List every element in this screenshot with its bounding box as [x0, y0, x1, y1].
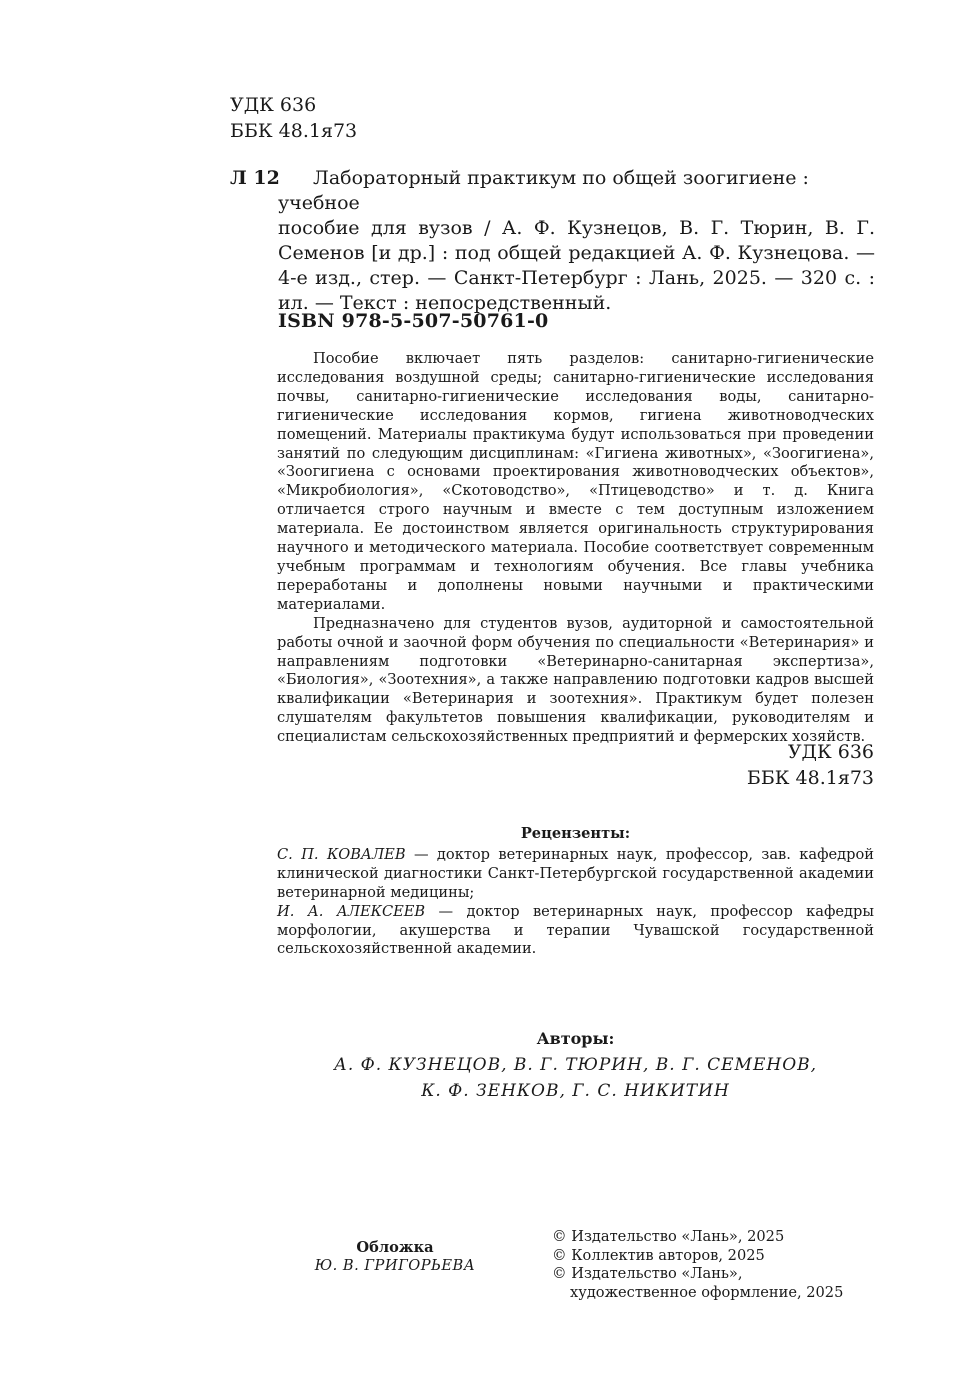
copyright-line: © Издательство «Лань»,: [552, 1265, 743, 1282]
copyright-line: © Издательство «Лань», 2025: [552, 1228, 785, 1245]
entry-description: пособие для вузов / А. Ф. Кузнецов, В. Г. Тюрин, В. Г. Семенов [и др.] : под общей редакцией А. Ф. Кузнецова. — 4-е изд., стер. — Санкт-Петербург : Лань, 2025. — 320 с. : ил. — Текст : непосредственный.: [278, 217, 875, 314]
reviewers-block: [277, 825, 874, 959]
udk-code: УДК 636: [787, 741, 874, 763]
authors-block: [277, 1026, 874, 1104]
entry-title-line: Лабораторный практикум по общей зоогигиене : учебное: [278, 167, 809, 214]
copyright-block: [552, 1228, 843, 1302]
isbn: ISBN 978-5-507-50761-0: [278, 310, 549, 332]
authors-heading: Авторы:: [536, 1029, 615, 1048]
bbk-code: ББК 48.1я73: [230, 120, 358, 142]
annotation: [277, 350, 874, 747]
author-mark: Л 12: [230, 167, 280, 189]
copyright-line: художественное оформление, 2025: [570, 1283, 844, 1301]
classification-top: [230, 92, 357, 144]
reviewer-name: С. П. КОВАЛЕВ: [277, 845, 406, 863]
copyright-line: © Коллектив авторов, 2025: [552, 1246, 765, 1264]
udk-code: УДК 636: [230, 94, 317, 116]
reviewer-1: С. П. КОВАЛЕВ — доктор ветеринарных наук, профессор, зав. кафедрой клинической диагностики Санкт-Петербургской государственной академии ветеринарной медицины;: [277, 845, 874, 901]
authors-line: А. Ф. КУЗНЕЦОВ, В. Г. ТЮРИН, В. Г. СЕМЕНОВ,: [333, 1055, 818, 1075]
bbk-code: ББК 48.1я73: [746, 767, 874, 789]
classification-bottom: [747, 739, 874, 791]
bibliographic-entry: [230, 166, 875, 316]
cover-credit: [305, 1239, 485, 1275]
annotation-paragraph: Предназначено для студентов вузов, аудиторной и самостоятельной работы очной и заочной форм обучения по специальности «Ветеринария» и направлениям подготовки «Ветеринарно-санитарная экспертиза», «Биология», «Зоотехния», а также направлению подготовки кадров высшей квалификации «Ветеринария и зоотехния». Практикум будет полезен слушателям факультетов повышения квалификации, руководителям и специалистам сельскохозяйственных предприятий и фермерских хозяйств.: [277, 614, 874, 746]
reviewer-2: И. А. АЛЕКСЕЕВ — доктор ветеринарных наук, профессор кафедры морфологии, акушерства и терапии Чувашской государственной сельскохозяйственной академии.: [277, 902, 875, 958]
cover-heading: Обложка: [356, 1239, 434, 1256]
reviewers-heading: Рецензенты:: [520, 825, 631, 842]
annotation-paragraph: Пособие включает пять разделов: санитарно-гигиенические исследования воздушной среды; санитарно-гигиенические исследования почвы, санитарно-гигиенические исследования воды, санитарно-гигиенические исследования кормов, гигиена животноводческих помещений. Материалы практикума будут использоваться при проведении занятий по следующим дисциплинам: «Гигиена животных», «Зоогигиена», «Зоогигиена с основами проектирования животноводческих объектов», «Микробиология», «Скотоводство», «Птицеводство» и т. д. Книга отличается строго научным и вместе с тем доступным изложением материала. Ее достоинством является оригинальность структурирования научного и методического материала. Пособие соответствует современным учебным программам и технологиям обучения. Все главы учебника переработаны и дополнены новыми научными и практическими материалами.: [277, 350, 874, 613]
authors-line: К. Ф. ЗЕНКОВ, Г. С. НИКИТИН: [421, 1081, 730, 1101]
reviewer-name: И. А. АЛЕКСЕЕВ: [277, 902, 426, 920]
cover-designer: Ю. В. ГРИГОРЬЕВА: [314, 1257, 476, 1274]
